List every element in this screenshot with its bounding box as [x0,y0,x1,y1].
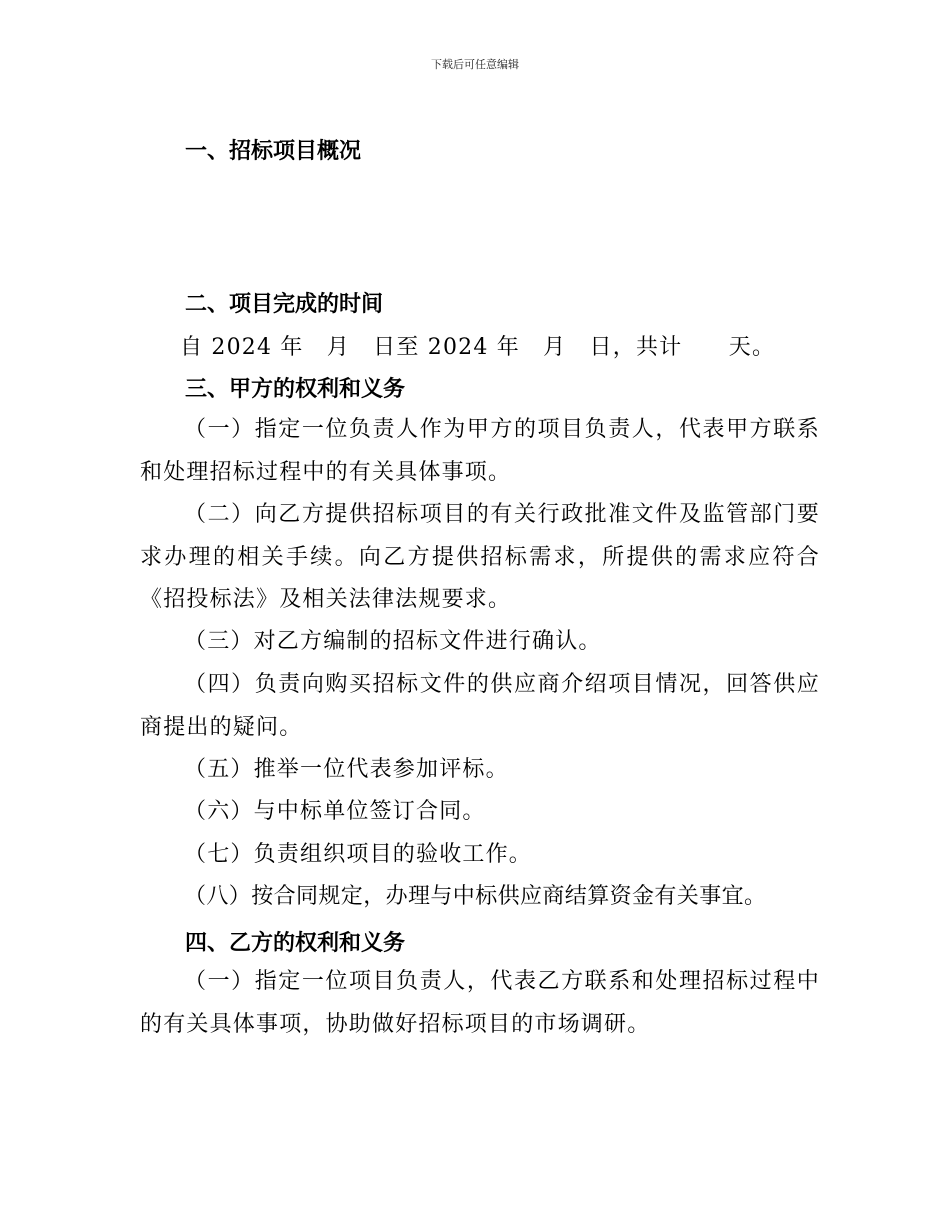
party-b-item-1: （一）指定一位项目负责人，代表乙方联系和处理招标过程中的有关具体事项，协助做好招标项目的市场调研。 [140,969,820,1037]
party-a-item-6: （六）与中标单位签订合同。 [184,799,486,824]
section-2-title: 二、项目完成的时间 [185,292,384,317]
party-a-item-8: （八）按合同规定，办理与中标供应商结算资金有关事宜。 [184,884,767,909]
section-4-title: 四、乙方的权利和义务 [185,931,406,956]
party-a-item-5: （五）推举一位代表参加评标。 [184,757,509,782]
party-a-item-3: （三）对乙方编制的招标文件进行确认。 [184,629,602,654]
party-a-item-1: （一）指定一位负责人作为甲方的项目负责人，代表甲方联系和处理招标过程中的有关具体事项。 [140,417,820,485]
party-a-item-2: （二）向乙方提供招标项目的有关行政批准文件及监管部门要求办理的相关手续。向乙方提供招标需求，所提供的需求应符合《招投标法》及相关法律法规要求。 [140,502,820,612]
section-1-title: 一、招标项目概况 [185,139,362,164]
project-period-text: 自 2024 年 月 日至 2024 年 月 日，共计 天。 [180,335,776,360]
party-a-item-4: （四）负责向购买招标文件的供应商介绍项目情况，回答供应商提出的疑问。 [140,672,820,740]
section-3-title: 三、甲方的权利和义务 [185,377,406,402]
party-a-item-7: （七）负责组织项目的验收工作。 [184,842,533,867]
page-header-note: 下载后可任意编辑 [431,58,519,71]
